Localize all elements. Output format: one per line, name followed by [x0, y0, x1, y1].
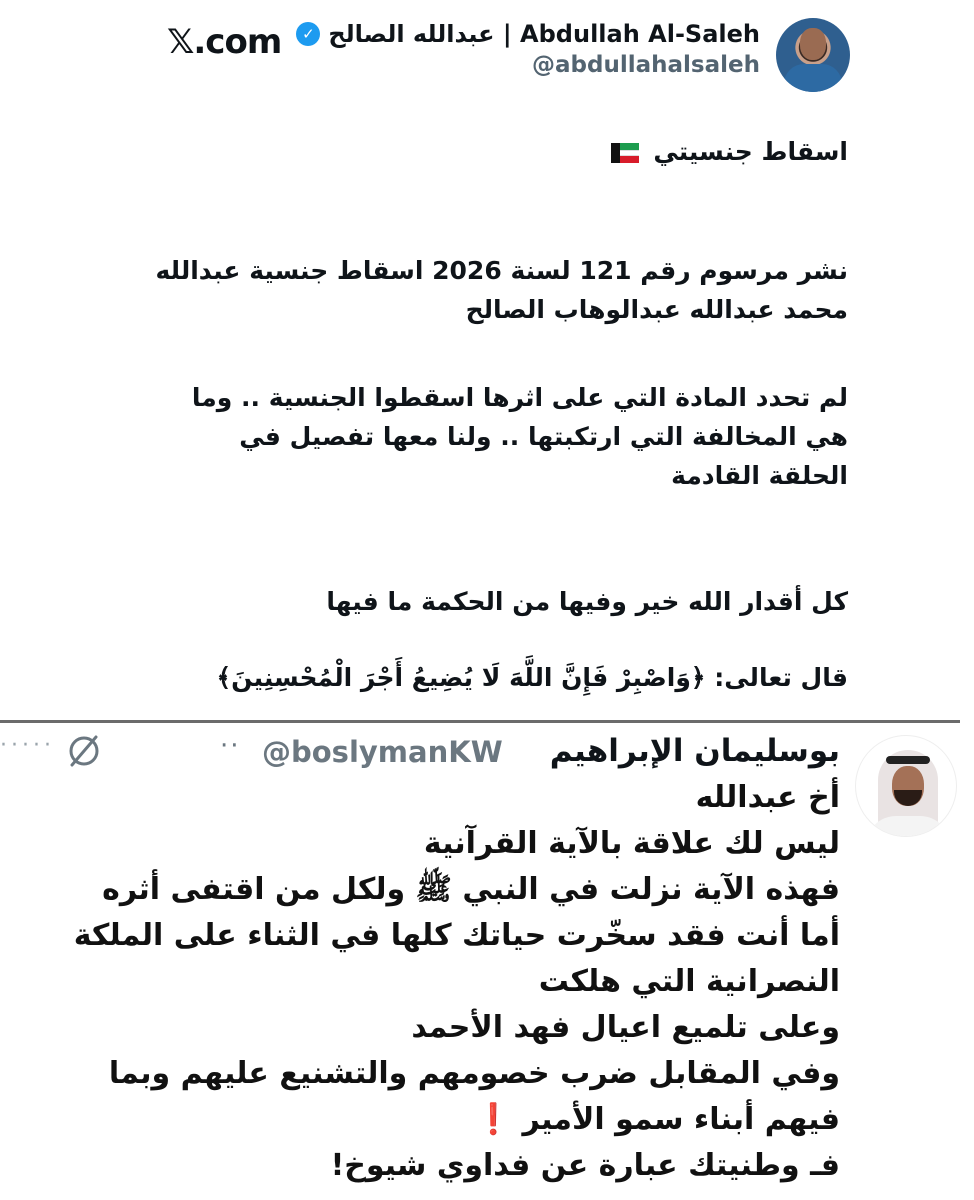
tweet-line-title — [128, 133, 848, 170]
tweet-line: كل أقدار الله خير وفيها من الحكمة ما فيها — [326, 587, 848, 616]
reply-line: النصرانية التي هلكت — [538, 964, 840, 999]
reply-header — [0, 723, 974, 783]
reply-line: وفي المقابل ضرب خصومهم والتشنيع عليهم وبما — [108, 1056, 840, 1091]
tweet-line: هي المخالفة التي ارتكبتها .. ولنا معها تفصيل في — [239, 422, 848, 451]
reply-line: وعلى تلميع اعيال فهد الأحمد — [411, 1010, 840, 1045]
reply-line: ليس لك علاقة بالآية القرآنية — [423, 826, 840, 861]
reply-author-name[interactable]: بوسليمان الإبراهيم — [549, 733, 840, 769]
x-logo: 𝕏.com — [167, 22, 282, 62]
reply-card — [0, 723, 974, 1200]
reply-line: فهذه الآية نزلت في النبي ﷺ ولكل من اقتفى أثره — [102, 872, 840, 907]
reply-line: أما أنت فقد سخّرت حياتك كلها في الثناء على الملكة — [73, 918, 840, 953]
reply-line — [475, 1097, 840, 1143]
author-name-row[interactable] — [296, 20, 760, 48]
author-avatar[interactable] — [776, 18, 850, 92]
reply-line: أخ عبدالله — [695, 780, 840, 815]
tweet-header — [0, 0, 974, 100]
avatar-face — [800, 28, 826, 60]
tweet-line: الحلقة القادمة — [671, 461, 848, 490]
more-dots: ····· — [0, 733, 55, 758]
kuwait-flag-icon — [611, 143, 639, 163]
separator-dots: ·· — [220, 731, 241, 761]
tweet-line: محمد عبدالله عبدالوهاب الصالح — [465, 295, 848, 324]
tweet-line-verse: قال تعالى: ﴿وَاصْبِرْ فَإِنَّ اللَّهَ لَا يُضِيعُ أَجْرَ الْمُحْسِنِينَ﴾ — [216, 663, 848, 692]
reply-author-handle[interactable]: @boslymanKW — [262, 735, 503, 769]
avatar-shirt — [784, 64, 842, 92]
reply-line: فـ وطنيتك عبارة عن فداوي شيوخ! — [330, 1148, 840, 1183]
reply-line-text: فيهم أبناء سمو الأمير — [522, 1102, 840, 1137]
verified-badge-icon: ✓ — [296, 22, 320, 46]
exclamation-icon: ❗ — [474, 1102, 513, 1137]
tweet-line: لم تحدد المادة التي على اثرها اسقطوا الجنسية .. وما — [191, 383, 848, 412]
tweet-line: نشر مرسوم رقم 121 لسنة 2026 اسقاط جنسية عبدالله — [155, 256, 848, 285]
author-handle[interactable]: @abdullahalsaleh — [532, 52, 760, 78]
author-name: عبدالله الصالح | Abdullah Al-Saleh — [328, 20, 760, 48]
grok-icon[interactable] — [64, 731, 104, 771]
tweet-title-text: اسقاط جنسيتي — [653, 137, 848, 166]
